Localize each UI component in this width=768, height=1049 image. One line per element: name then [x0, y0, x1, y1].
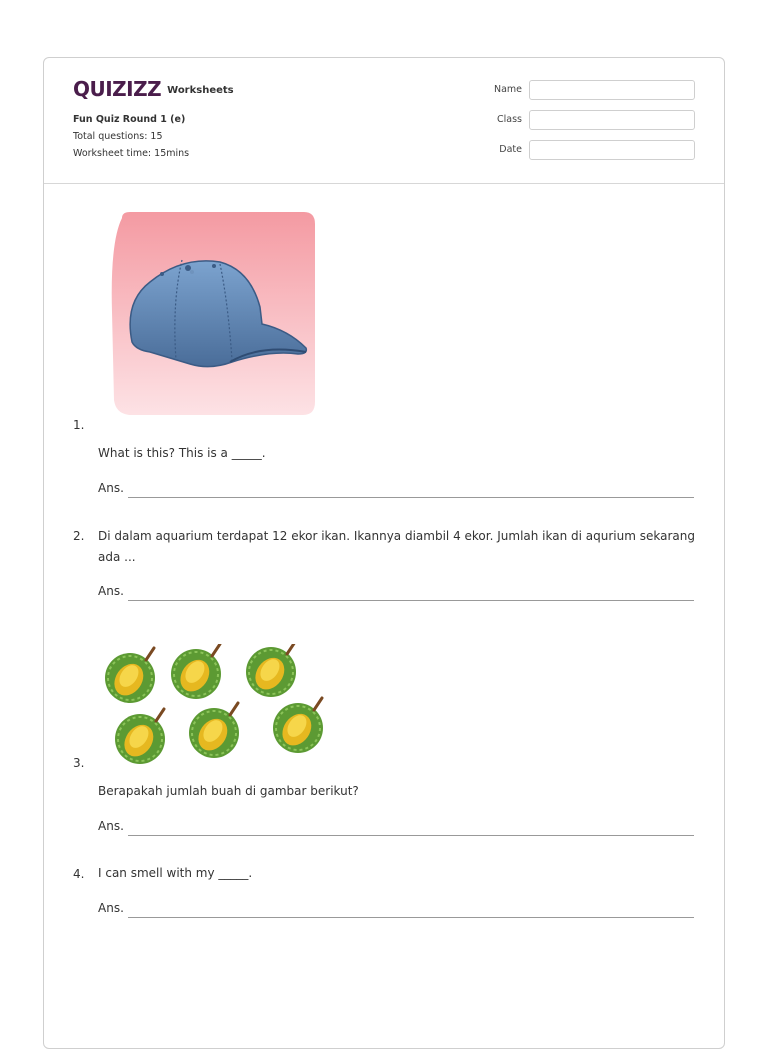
brand-subtitle: Worksheets [167, 84, 234, 96]
question-2-text-line2: ada ... [98, 550, 136, 564]
class-label: Class [497, 114, 522, 125]
brand-logo [73, 77, 234, 101]
question-1-number: 1. [73, 418, 85, 432]
durians-image [100, 644, 330, 768]
question-2-number: 2. [73, 529, 85, 543]
question-3-answer-line[interactable] [128, 835, 694, 836]
brand-name: QUIZIZZ [73, 77, 162, 101]
question-3-answer-label: Ans. [98, 819, 124, 833]
total-questions: Total questions: 15 [73, 131, 163, 142]
class-field[interactable] [529, 110, 695, 130]
question-1-text: What is this? This is a _____. [98, 446, 266, 460]
baseball-cap-image [110, 212, 315, 415]
question-1-answer-line[interactable] [128, 497, 694, 498]
name-label: Name [493, 84, 522, 95]
question-4-text: I can smell with my _____. [98, 866, 253, 880]
worksheet-header [44, 58, 724, 184]
question-3-text: Berapakah jumlah buah di gambar berikut? [98, 784, 359, 798]
question-3-number: 3. [73, 756, 85, 770]
question-2-text-line1: Di dalam aquarium terdapat 12 ekor ikan. Ikannya diambil 4 ekor. Jumlah ikan di aqurium sekarang [98, 529, 695, 543]
worksheet-time: Worksheet time: 15mins [73, 148, 190, 159]
question-2-answer-label: Ans. [98, 584, 124, 598]
question-4-answer-label: Ans. [98, 901, 124, 915]
question-2-answer-line[interactable] [128, 600, 694, 601]
question-4-number: 4. [73, 867, 85, 881]
name-field[interactable] [529, 80, 695, 100]
question-1-answer-label: Ans. [98, 481, 124, 495]
date-label: Date [499, 144, 522, 155]
question-4-answer-line[interactable] [128, 917, 694, 918]
date-field[interactable] [529, 140, 695, 160]
worksheet-title: Fun Quiz Round 1 (e) [73, 114, 186, 125]
worksheet [43, 57, 725, 1049]
